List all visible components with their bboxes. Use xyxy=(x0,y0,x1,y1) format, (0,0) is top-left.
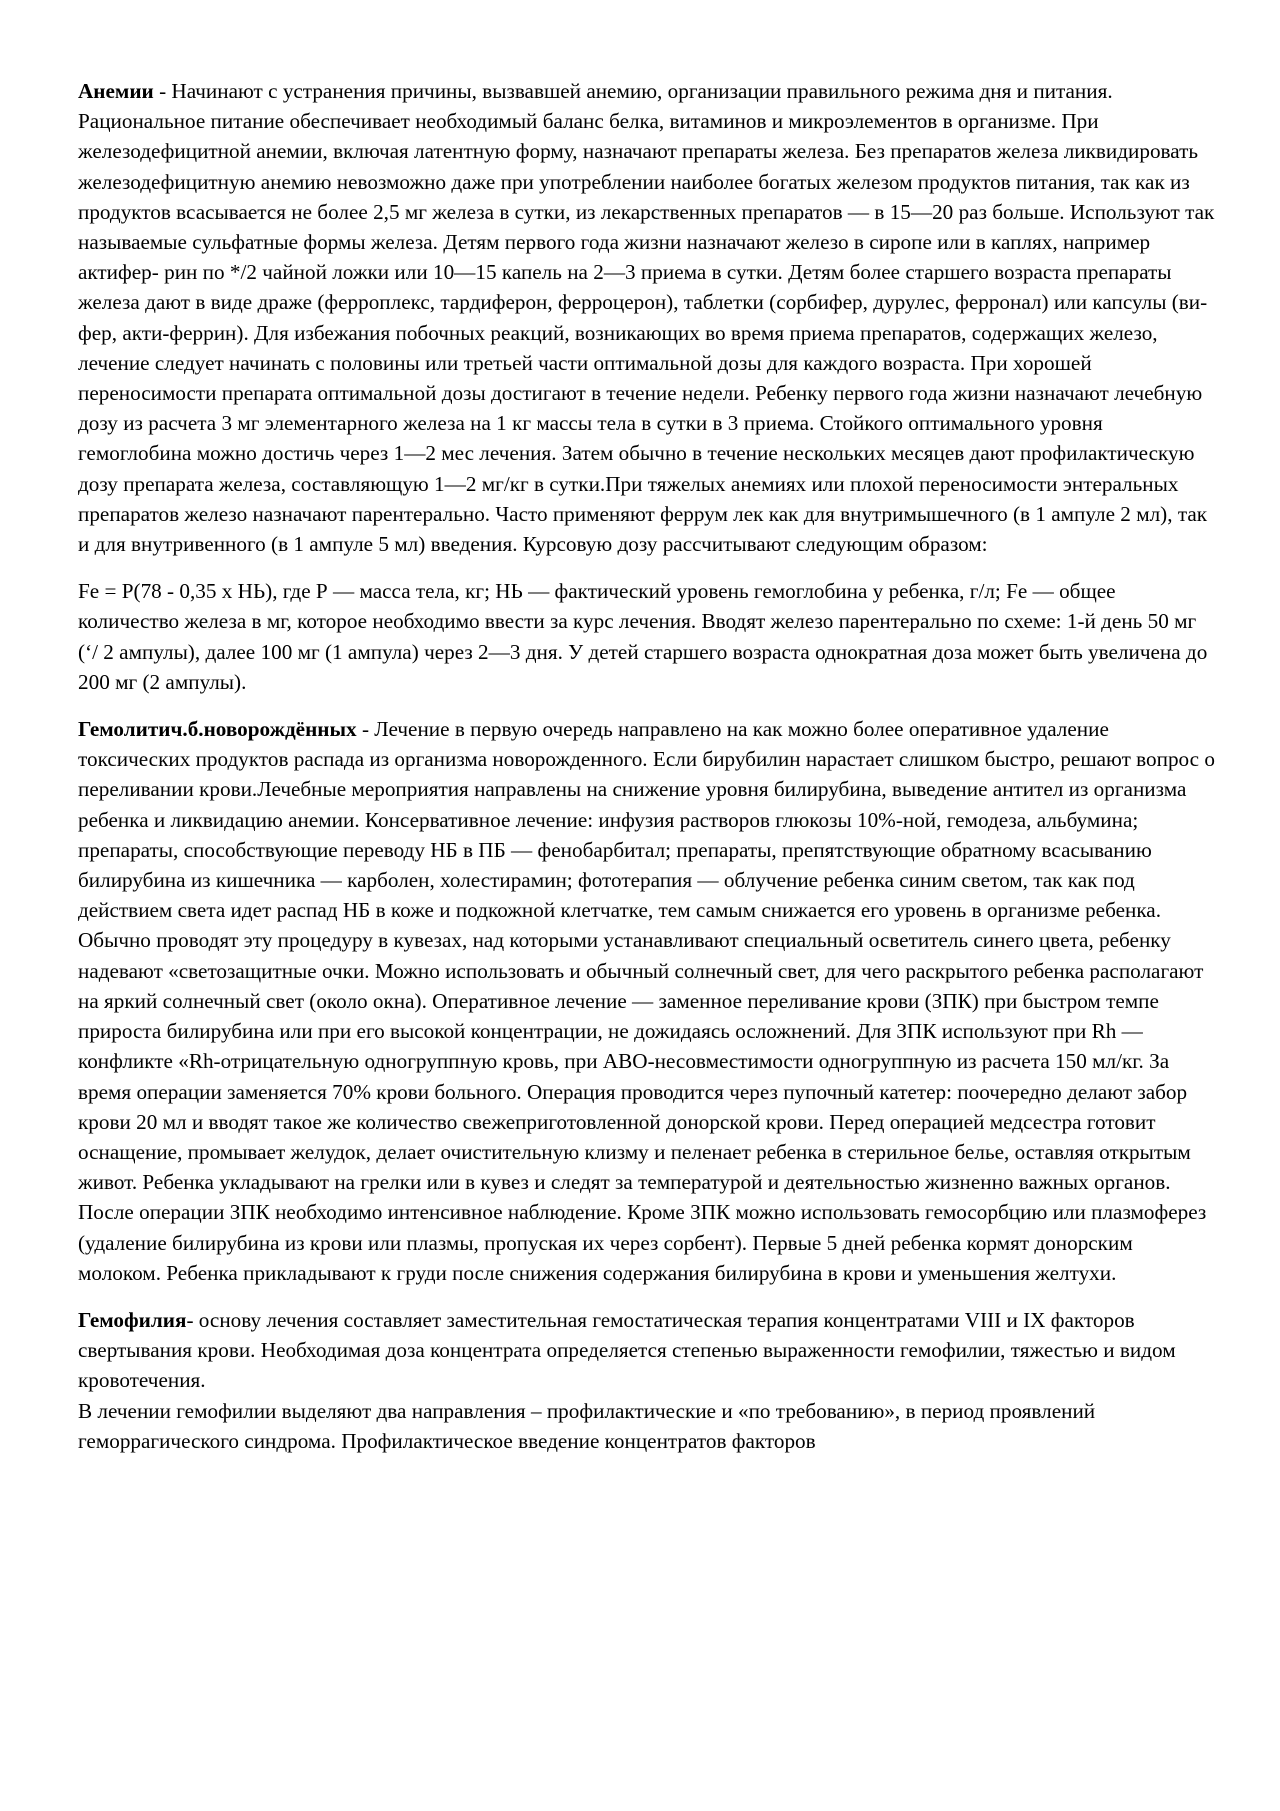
paragraph-text: - основу лечения составляет заместительная гемостатическая терапия концентратами VIII и IX факторов свертывания крови. Необходимая доза концентрата определяется степенью выраженности гемофилии, тяжестью и видом кровотечения. xyxy=(78,1307,1176,1393)
document-page xyxy=(78,76,1218,1456)
paragraph-text: Fe = P(78 - 0,35 х НЬ), где Р — масса тела, кг; НЬ — фактический уровень гемоглобина у ребенка, г/л; Fe — общее количество железа в мг, которое необходимо ввести за курс лечения. Вводят железо парентерально по схеме: 1-й день 50 мг (‘/ 2 ампулы), далее 100 мг (1 ампула) через 2—3 дня. У детей старшего возраста однократная доза может быть увеличена до 200 мг (2 ампулы). xyxy=(78,579,1208,694)
paragraph-text: - Начинают с устранения причины, вызвавшей анемию, организации правильного режима дня и питания. Рациональное питание обеспечивает необходимый баланс белка, витаминов и микроэлементов в организме. При железодефицитной анемии, включая латентную форму, назначают препараты железа. Без препаратов железа ликвидировать железодефицитную анемию невозможно даже при употреблении наиболее богатых железом продуктов питания, так как из продуктов всасывается не более 2,5 мг железа в сутки, из лекарственных препаратов — в 15—20 раз больше. Используют так называемые сульфатные формы железа. Детям первого года жизни назначают железо в сиропе или в каплях, например актифер- рин по */2 чайной ложки или 10—15 капель на 2—3 приема в сутки. Детям более старшего возраста препараты железа дают в виде драже (ферроплекс, тардиферон, ферроцерон), таблетки (сорбифер, дурулес, ферронал) или капсулы (ви-фер, акти-феррин). Для избежания побочных реакций, возникающих во время приема препаратов, содержащих железо, лечение следует начинать с половины или третьей части оптимальной дозы для каждого возраста. При хорошей переносимости препарата оптимальной дозы достигают в течение недели. Ребенку первого года жизни назначают лечебную дозу из расчета 3 мг элементарного железа на 1 кг массы тела в сутки в 3 приема. Стойкого оптимального уровня гемоглобина можно достичь через 1—2 мес лечения. Затем обычно в течение нескольких месяцев дают профилактическую дозу препарата железа, составляющую 1—2 мг/кг в сутки.При тяжелых анемиях или плохой переносимости энтеральных препаратов железо назначают парентерально. Часто применяют феррум лек как для внутримышечного (в 1 ампуле 2 мл), так и для внутривенного (в 1 ампуле 5 мл) введения. Курсовую дозу рассчитывают следующим образом: xyxy=(78,79,1215,557)
heading-hemolytic: Гемолитич.б.новорождённых xyxy=(78,717,357,742)
paragraph-hemophilia xyxy=(78,1305,1218,1396)
paragraph-text: В лечении гемофилии выделяют два направления – профилактические и «по требованию», в период проявлений геморрагического синдрома. Профилактическое введение концентратов факторов xyxy=(78,1398,1096,1453)
paragraph-anemia xyxy=(78,76,1218,559)
heading-anemia: Анемии xyxy=(78,79,154,103)
paragraph-formula xyxy=(78,576,1218,697)
heading-hemophilia: Гемофилия xyxy=(78,1307,187,1332)
paragraph-text: - Лечение в первую очередь направлено на как можно более оперативное удаление токсических продуктов распада из организма новорожденного. Если бирубилин нарастает слишком быстро, решают вопрос о переливании крови.Лечебные мероприятия направлены на снижение уровня билирубина, выведение антител из организма ребенка и ликвидацию анемии. Консервативное лечение: инфузия растворов глюкозы 10%-ной, гемодеза, альбумина; препараты, способствующие переводу НБ в ПБ — фенобарбитал; препараты, препятствующие обратному всасыванию билирубина из кишечника — карболен, холестирамин; фототерапия — облучение ребенка синим светом, так как под действием света идет распад НБ в коже и подкожной клетчатке, тем самым снижается его уровень в организме ребенка. Обычно проводят эту процедуру в кувезах, над которыми устанавливают специальный осветитель синего цвета, ребенку надевают «светозащитные очки. Можно использовать и обычный солнечный свет, для чего раскрытого ребенка располагают на яркий солнечный свет (около окна). Оперативное лечение — заменное переливание крови (ЗПК) при быстром темпе прироста билирубина или при его высокой концентрации, не дожидаясь осложнений. Для ЗПК используют при Rh — конфликте «Rh-отрицательную одногруппную кровь, при АВО-несовместимости одногруппную из расчета 150 мл/кг. За время операции заменяется 70% крови больного. Операция проводится через пупочный катетер: поочередно делают забор крови 20 мл и вводят такое же количество свежеприготовленной донорской крови. Перед операцией медсестра готовит оснащение, промывает желудок, делает очистительную клизму и пеленает ребенка в стерильное белье, оставляя открытым живот. Ребенка укладывают на грелки или в кувез и следят за температурой и деятельностью жизненно важных органов. После операции ЗПК необходимо интенсивное наблюдение. Кроме ЗПК можно использовать гемосорбцию или плазмоферез (удаление билирубина из крови или плазмы, пропуская их через сорбент). Первые 5 дней ребенка кормят донорским молоком. Ребенка прикладывают к груди после снижения содержания билирубина в крови и уменьшения желтухи. xyxy=(78,717,1215,1285)
paragraph-hemophilia-treatment xyxy=(78,1396,1218,1456)
paragraph-hemolytic xyxy=(78,714,1218,1288)
